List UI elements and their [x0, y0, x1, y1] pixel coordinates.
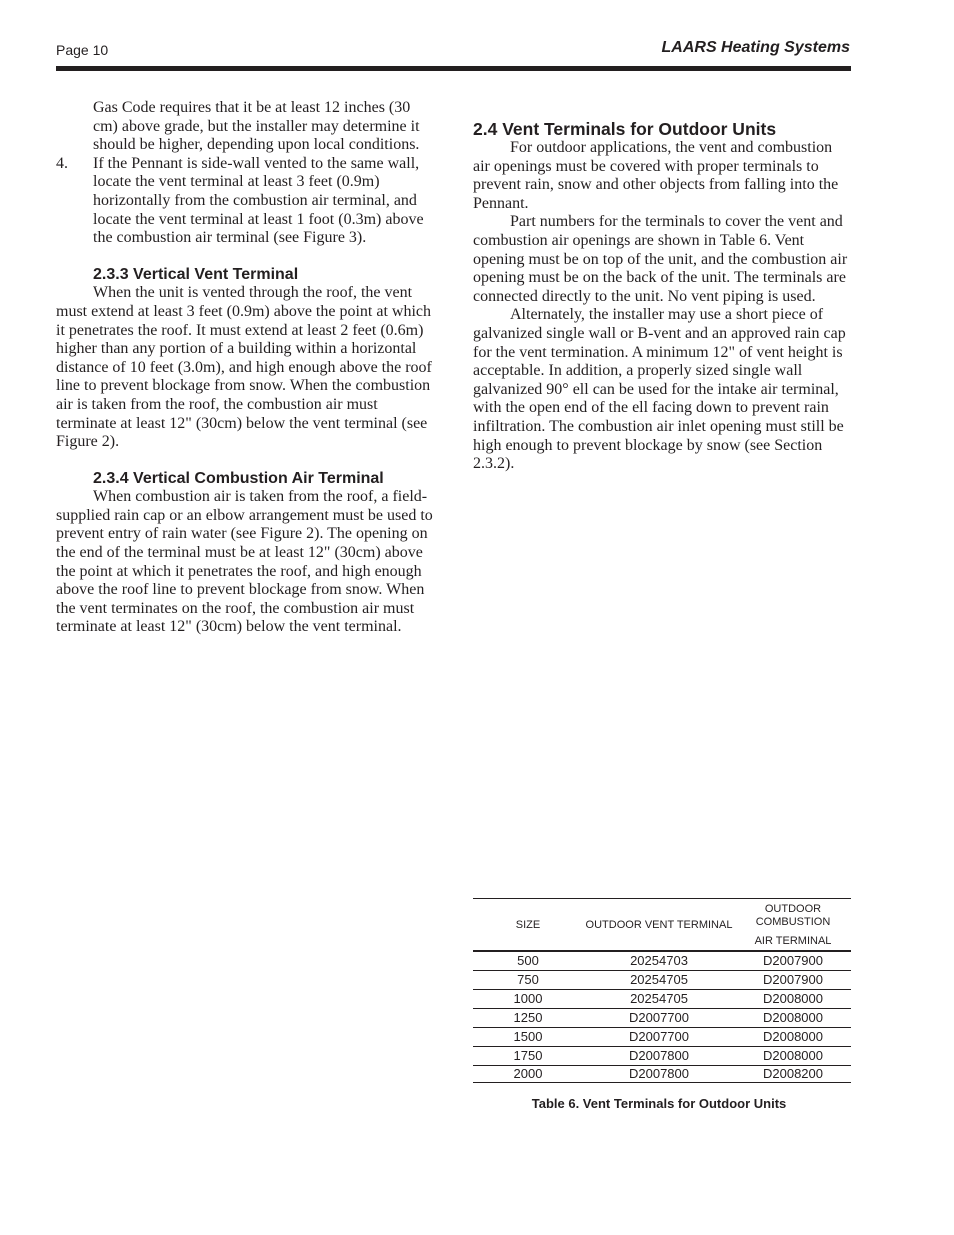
section-2-4-paragraph-1: For outdoor applications, the vent and combustion air openings must be covered with proper terminals to prevent rain, snow and other objects from falling into the Pennant.	[473, 139, 839, 212]
header-vent-terminal: OUTDOOR VENT TERMINAL	[585, 919, 733, 931]
header-size: SIZE	[515, 919, 541, 931]
table-row	[473, 1028, 851, 1047]
section-2-3-3-heading: 2.3.3 Vertical Vent Terminal	[93, 265, 299, 283]
cell-air: D2008200	[735, 1066, 851, 1083]
cell-vent: D2007800	[583, 1066, 735, 1083]
cell-size: 750	[473, 971, 583, 990]
brand-header: LAARS Heating Systems	[661, 39, 850, 56]
cell-air: D2008000	[735, 1009, 851, 1028]
cell-vent: 20254705	[583, 990, 735, 1009]
table-row	[473, 1047, 851, 1066]
header-combustion-line1: OUTDOOR COMBUSTION	[755, 903, 831, 928]
cell-vent: D2007800	[583, 1047, 735, 1066]
cell-vent: 20254705	[583, 971, 735, 990]
table-row	[473, 971, 851, 990]
vent-terminals-table	[473, 898, 851, 1083]
section-2-4-heading: 2.4 Vent Terminals for Outdoor Units	[473, 119, 777, 139]
table-caption: Table 6. Vent Terminals for Outdoor Units	[531, 1096, 787, 1111]
cell-size: 1000	[473, 990, 583, 1009]
cell-air: D2007900	[735, 951, 851, 971]
left-column	[56, 99, 437, 637]
list-item-4	[56, 155, 437, 248]
cell-air: D2008000	[735, 1047, 851, 1066]
cell-air: D2008000	[735, 990, 851, 1009]
right-column	[473, 119, 851, 474]
cell-size: 1500	[473, 1028, 583, 1047]
gas-code-continuation: Gas Code requires that it be at least 12 inches (30 cm) above grade, but the installer may determine it should be higher, depending upon local conditions.	[93, 99, 420, 154]
cell-size: 1250	[473, 1009, 583, 1028]
list-item-4-text: If the Pennant is side-wall vented to the same wall, locate the vent terminal at least 3 feet (0.9m) horizontally from the combustion air terminal, and locate the vent terminal at least 1 foot (0.3m) above the combustion air terminal (see Figure 3).	[93, 154, 424, 247]
cell-vent: 20254703	[583, 951, 735, 971]
section-2-4-paragraph-3: Alternately, the installer may use a short piece of galvanized single wall or B-vent and an approved rain cap for the vent termination. A minimum 12" of vent height is acceptable. In addition, a properly sized single wall galvanized 90° ell can be used for the intake air terminal, with the open end of the ell facing down to prevent rain infiltration. The combustion air inlet opening must still be high enough to prevent blockage by snow (see Section 2.3.2).	[473, 306, 846, 473]
section-2-4-paragraph-2: Part numbers for the terminals to cover the vent and combustion air openings are shown in Table 6. Vent opening must be on top of the unit, and the combustion air opening must be on the back of the unit. The terminals are connected directly to the unit. No vent piping is used.	[473, 213, 848, 305]
section-2-3-4-body: When combustion air is taken from the roof, a field-supplied rain cap or an elbow arrangement must be used to prevent entry of rain water (see Figure 2). The opening on the end of the terminal must be at least 12" (30cm) above the point at which it penetrates the roof, and high enough above the roof line to prevent blockage from snow. When the vent terminates on the roof, the combustion air must terminate at least 12" (30cm) below the vent terminal.	[56, 488, 433, 636]
page-number: Page 10	[56, 42, 109, 58]
table-row	[473, 951, 851, 971]
table-row	[473, 990, 851, 1009]
cell-vent: D2007700	[583, 1028, 735, 1047]
cell-size: 2000	[473, 1066, 583, 1083]
table-row	[473, 1066, 851, 1083]
cell-vent: D2007700	[583, 1009, 735, 1028]
header-combustion-line2: AIR TERMINAL	[754, 935, 832, 947]
table-row	[473, 1009, 851, 1028]
cell-air: D2008000	[735, 1028, 851, 1047]
cell-size: 1750	[473, 1047, 583, 1066]
list-item-4-number: 4.	[56, 154, 68, 172]
header-combustion-terminal	[735, 899, 851, 952]
section-2-3-3-body: When the unit is vented through the roof, the vent must extend at least 3 feet (0.9m) above the point at which it penetrates the roof. It must extend at least 2 feet (0.6m) higher than any portion of a building within a horizontal distance of 10 feet (3.0m), and high enough above the roof line to prevent blockage from snow. When the combustion air is taken from the roof, the combustion air must terminate at least 12" (30cm) below the vent terminal (see Figure 2).	[56, 284, 432, 451]
cell-size: 500	[473, 951, 583, 971]
cell-air: D2007900	[735, 971, 851, 990]
header-rule	[56, 66, 851, 71]
section-2-3-4-heading: 2.3.4 Vertical Combustion Air Terminal	[93, 469, 384, 487]
table-header-row	[473, 899, 851, 952]
